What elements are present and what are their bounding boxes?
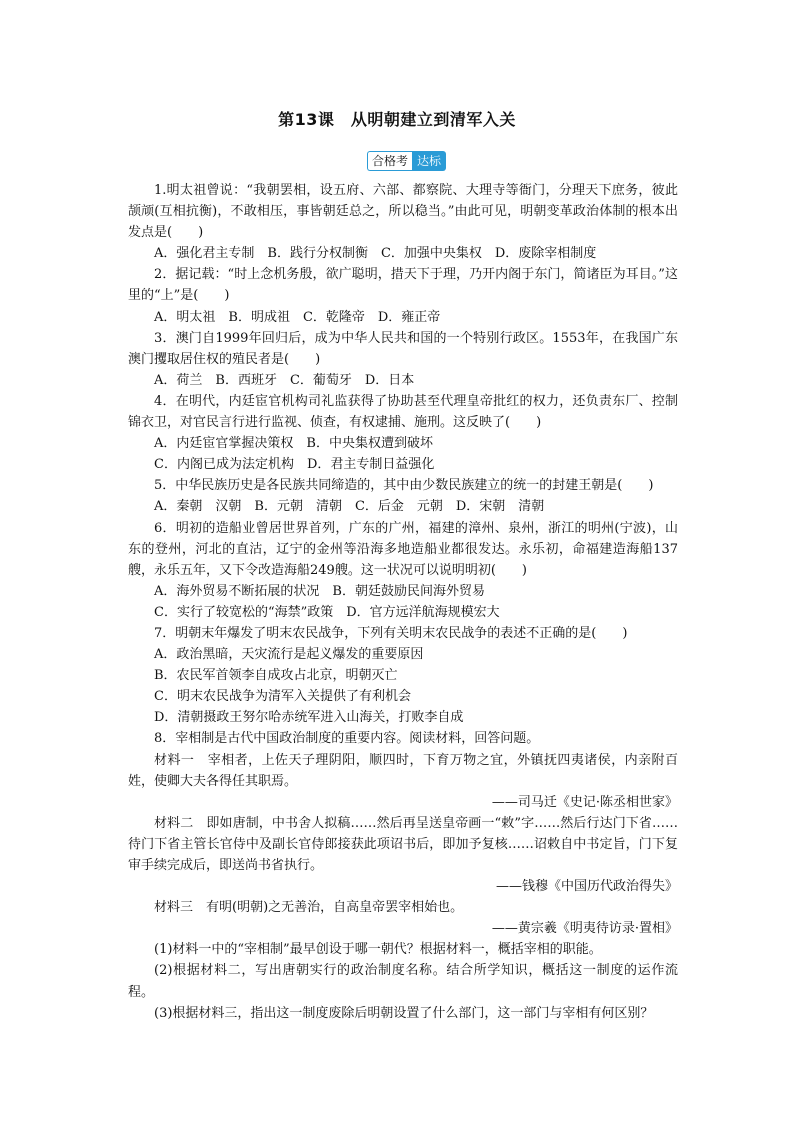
source-citation: ——钱穆《中国历代政治得失》 — [495, 879, 678, 895]
question-paragraph: 3．澳门自1999年回归后，成为中华人民共和国的一个特别行政区。1553年，在我国广东澳门攫取居住权的殖民者是( ) — [128, 330, 678, 367]
answer-options: A．荷兰 B．西班牙 C．葡萄牙 D．日本 — [154, 372, 415, 388]
answer-options: D．清朝摄政王努尔哈赤统军进入山海关，打败李自成 — [154, 710, 464, 726]
answer-options: A．秦朝 汉朝 B．元朝 清朝 C．后金 元朝 D．宋朝 清朝 — [154, 499, 545, 515]
question-paragraph: 6．明初的造船业曾居世界首列，广东的广州，福建的漳州、泉州，浙江的明州(宁波)，山东的登州，河北的直沽，辽宁的金州等沿海多地造船业都很发达。永乐初，命福建造海船137艘，永乐五年，又下令改造海船249艘。这一状况可以说明明初( ) — [128, 520, 678, 578]
answer-options: A．海外贸易不断拓展的状况 B．朝廷鼓励民间海外贸易 — [154, 583, 485, 599]
source-citation: ——司马迁《史记·陈丞相世家》 — [491, 794, 678, 810]
question-paragraph: 材料一 宰相者，上佐天子理阴阳，顺四时，下育万物之宜，外镇抚四夷诸侯，内亲附百姓，使卿大夫各得任其职焉。 — [128, 752, 678, 789]
question-paragraph: 7．明朝末年爆发了明末农民战争，下列有关明末农民战争的表述不正确的是( ) — [154, 625, 628, 641]
question-paragraph: 1.明太祖曾说：“我朝罢相，设五府、六部、都察院、大理寺等衙门，分理天下庶务，彼此颉颃(互相抗衡)，不敢相压，事皆朝廷总之，所以稳当。”由此可见，明朝变革政治体制的根本出发点是( ) — [128, 183, 678, 241]
answer-options: C．实行了较宽松的“海禁”政策 D．官方远洋航海规模宏大 — [154, 604, 500, 620]
answer-options: C．明末农民战争为清军入关提供了有利机会 — [154, 689, 411, 705]
question-paragraph: 4．在明代，内廷宦官机构司礼监获得了协助甚至代理皇帝批红的权力，还负责东厂、控制锦衣卫，对官民言行进行监视、侦查，有权逮捕、施刑。这反映了( ) — [128, 393, 678, 431]
question-paragraph: 8．宰相制是古代中国政治制度的重要内容。阅读材料，回答问题。 — [154, 731, 540, 747]
question-paragraph: (2)根据材料二，写出唐朝实行的政治制度名称。结合所学知识，概括这一制度的运作流程。 — [128, 963, 678, 1000]
question-paragraph: (3)根据材料三，指出这一制度废除后明朝设置了什么部门，这一部门与宰相有何区别？ — [154, 1005, 654, 1021]
answer-options: A．强化君主专制 B．践行分权制衡 C．加强中央集权 D．废除宰相制度 — [154, 246, 597, 262]
section-badge — [367, 151, 455, 171]
badge-label-right: 达标 — [412, 151, 446, 171]
answer-options: C．内阁已成为法定机构 D．君主专制日益强化 — [154, 457, 435, 473]
question-paragraph: 2．据记载：“时上念机务殷，欲广聪明，措天下于理，乃开内阁于东门，简诸臣为耳目。”这里的“上”是( ) — [128, 267, 678, 304]
badge-label-left: 合格考 — [367, 151, 412, 171]
answer-options: A．政治黑暗，天灾流行是起义爆发的重要原因 — [154, 647, 424, 663]
source-citation: ——黄宗羲《明夷待访录·置相》 — [491, 921, 678, 937]
answer-options: B．农民军首领李自成攻占北京，明朝灭亡 — [154, 668, 398, 684]
question-paragraph: 材料二 即如唐制，中书舍人拟稿……然后再呈送皇帝画一“敕”字……然后行达门下省……待门下省主管长官侍中及副长官侍郎接获此项诏书后，即加予复核……诏敕自中书定旨，门下复审手续完成后，即送尚书省执行。 — [128, 815, 678, 873]
question-paragraph: 材料三 有明(明朝)之无善治，自高皇帝罢宰相始也。 — [154, 900, 464, 916]
answer-options: A．内廷宦官掌握决策权 B．中央集权遭到破坏 — [154, 436, 433, 452]
question-paragraph: 5．中华民族历史是各民族共同缔造的，其中由少数民族建立的统一的封建王朝是( ) — [154, 478, 654, 494]
answer-options: A．明太祖 B．明成祖 C．乾隆帝 D．雍正帝 — [154, 309, 441, 325]
question-paragraph: (1)材料一中的“宰相制”最早创设于哪一朝代？根据材料一，概括宰相的职能。 — [154, 942, 602, 958]
question-body — [128, 180, 678, 1024]
lesson-title: 第13课 从明朝建立到清军入关 — [278, 110, 516, 129]
